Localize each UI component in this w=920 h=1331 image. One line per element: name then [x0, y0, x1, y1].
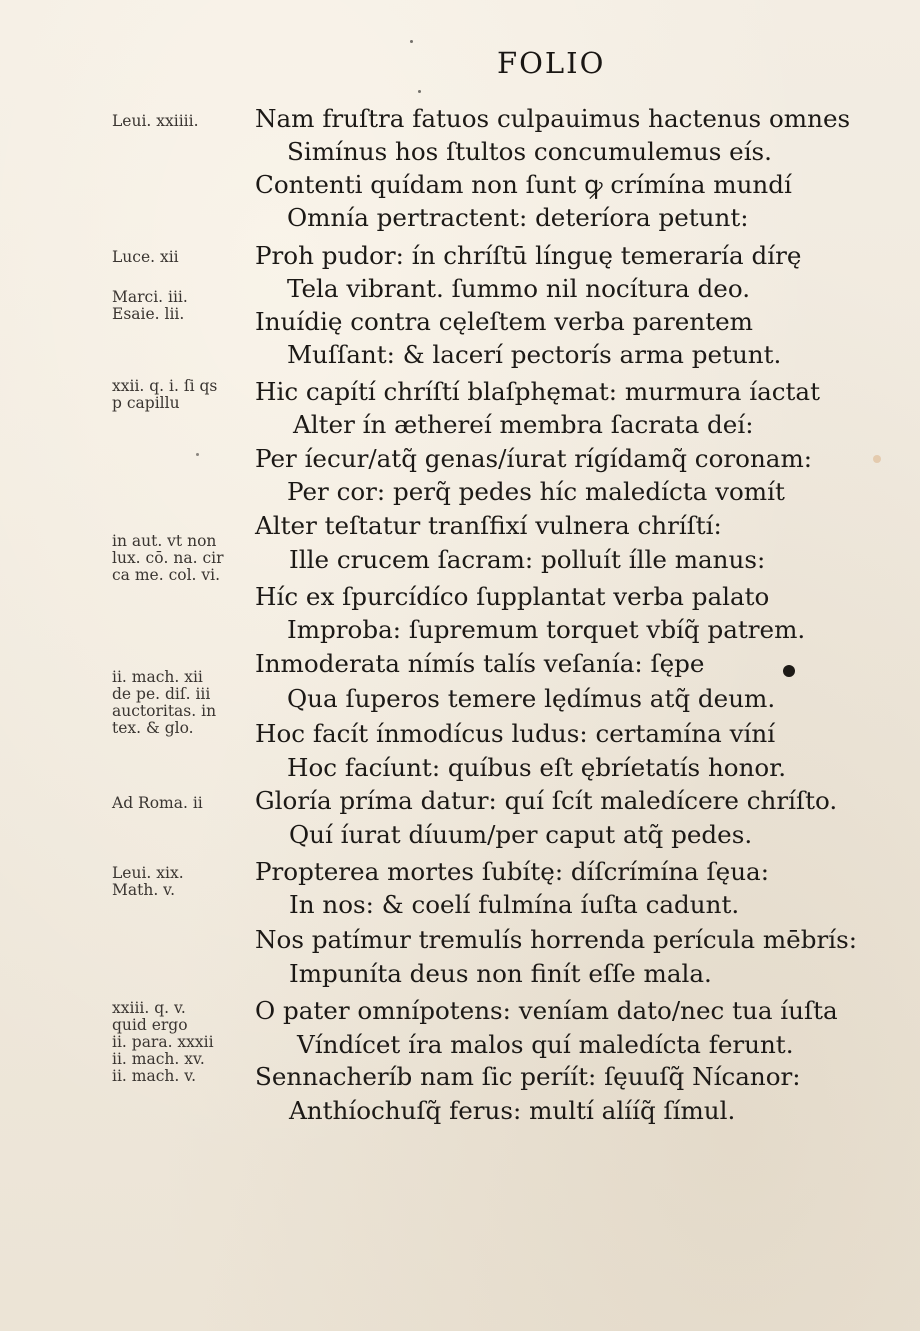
margin-note-line: quid ergo	[112, 1016, 188, 1034]
margin-note	[112, 113, 262, 130]
ink-blot	[783, 665, 795, 677]
margin-note-line: xxiii. q. v.	[112, 999, 186, 1017]
margin-note-line: tex. & glo.	[112, 719, 194, 737]
margin-note-line: xxii. q. i. ſi qs	[112, 377, 218, 395]
ink-speck	[410, 40, 413, 43]
margin-note-line: ii. mach. xv.	[112, 1050, 205, 1068]
verse-line: Anthíochuſq̃ ferus: multí alííq̃ ſímul.	[289, 1096, 736, 1125]
verse-line: In nos: & coelí fulmína íuſta cadunt.	[289, 890, 740, 919]
ink-speck	[196, 453, 199, 456]
margin-note-line: Marci. iii.	[112, 288, 188, 306]
margin-note	[112, 795, 262, 812]
margin-note-line: auctoritas. in	[112, 702, 217, 720]
verse-line: Simínus hos ſtultos concumulemus eís.	[287, 137, 772, 166]
margin-note	[112, 533, 262, 584]
margin-note-line: de pe. diſ. iii	[112, 685, 211, 703]
margin-note	[112, 1000, 262, 1085]
ink-speck	[418, 90, 421, 93]
verse-line: Impuníta deus non finít eſſe mala.	[289, 959, 712, 988]
margin-note-line: Math. v.	[112, 881, 176, 899]
verse-line: Inmoderata nímís talís veſanía: ſępe	[255, 649, 705, 678]
verse-line: Improba: ſupremum torquet vbíq̃ patrem.	[287, 615, 806, 644]
margin-note	[112, 669, 262, 737]
margin-note	[112, 249, 262, 266]
margin-note-line: ii. mach. xii	[112, 668, 203, 686]
margin-note-line: Esaie. lii.	[112, 305, 185, 323]
margin-note-line: Luce. xii	[112, 248, 179, 266]
verse-line: Hoc facíunt: quíbus eſt ębríetatís honor.	[287, 753, 787, 782]
folio-heading: FOLIO	[497, 46, 606, 80]
verse-line: Gloría príma datur: quí ſcít maledícere chríſto.	[255, 786, 838, 815]
paper-stain	[873, 455, 881, 463]
margin-note-line: Leui. xix.	[112, 864, 184, 882]
verse-line: Per íecur/atq̃ genas/íurat rígídamq̃ coronam:	[255, 444, 813, 473]
verse-line: Contenti quídam non ſunt ꝙ crímína mundí	[255, 170, 792, 199]
verse-line: Nam fruſtra fatuos culpauimus hactenus omnes	[255, 104, 851, 133]
margin-note-line: p capillu	[112, 394, 180, 412]
verse-line: O pater omnípotens: veníam dato/nec tua íuſta	[255, 996, 838, 1025]
verse-line: Quí íurat díuum/per caput atq̃ pedes.	[289, 820, 753, 849]
verse-line: Inuídię contra cęleſtem verba parentem	[255, 307, 753, 336]
margin-note-line: lux. cō. na. cir	[112, 549, 224, 567]
verse-line: Hoc facít ínmodícus ludus: certamína víní	[255, 719, 776, 748]
verse-line: Propterea mortes ſubítę: díſcrímína ſęua:	[255, 857, 769, 886]
margin-note-line: ca me. col. vi.	[112, 566, 221, 584]
verse-line: Alter teſtatur tranſfixí vulnera chríſtí:	[255, 511, 722, 540]
verse-line: Sennacheríb nam ſic períít: ſęuuſq̃ Nícanor:	[255, 1062, 801, 1091]
verse-line: Muſſant: & lacerí pectorís arma petunt.	[287, 340, 782, 369]
verse-line: Per cor: perq̃ pedes híc maledícta vomít	[287, 477, 785, 506]
verse-line: Tela vibrant. ſummo nil nocítura deo.	[287, 274, 751, 303]
verse-line: Omnía pertractent: deteríora petunt:	[287, 203, 749, 232]
verse-line: Proh pudor: ín chríſtū línguę temeraría dírę	[255, 241, 802, 270]
verse-line: Híc ex ſpurcídíco ſupplantat verba palato	[255, 582, 770, 611]
margin-note	[112, 865, 262, 899]
verse-line: Víndícet íra malos quí maledícta ferunt.	[297, 1030, 794, 1059]
margin-note-line: ii. para. xxxii	[112, 1033, 214, 1051]
verse-line: Alter ín æthereí membra ſacrata deí:	[293, 410, 754, 439]
verse-line: Nos patímur tremulís horrenda perícula mēbrís:	[255, 925, 857, 954]
margin-note	[112, 378, 262, 412]
verse-line: Hic capítí chríſtí blaſphęmat: murmura íactat	[255, 377, 820, 406]
verse-line: Qua ſuperos temere lędímus atq̃ deum.	[287, 684, 776, 713]
margin-note-line: ii. mach. v.	[112, 1067, 197, 1085]
margin-note-line: Ad Roma. ii	[112, 794, 203, 812]
margin-note-line: Leui. xxiiii.	[112, 112, 199, 130]
margin-note-line: in aut. vt non	[112, 532, 217, 550]
margin-note	[112, 289, 262, 323]
verse-line: Ille crucem ſacram: polluít ílle manus:	[289, 545, 766, 574]
